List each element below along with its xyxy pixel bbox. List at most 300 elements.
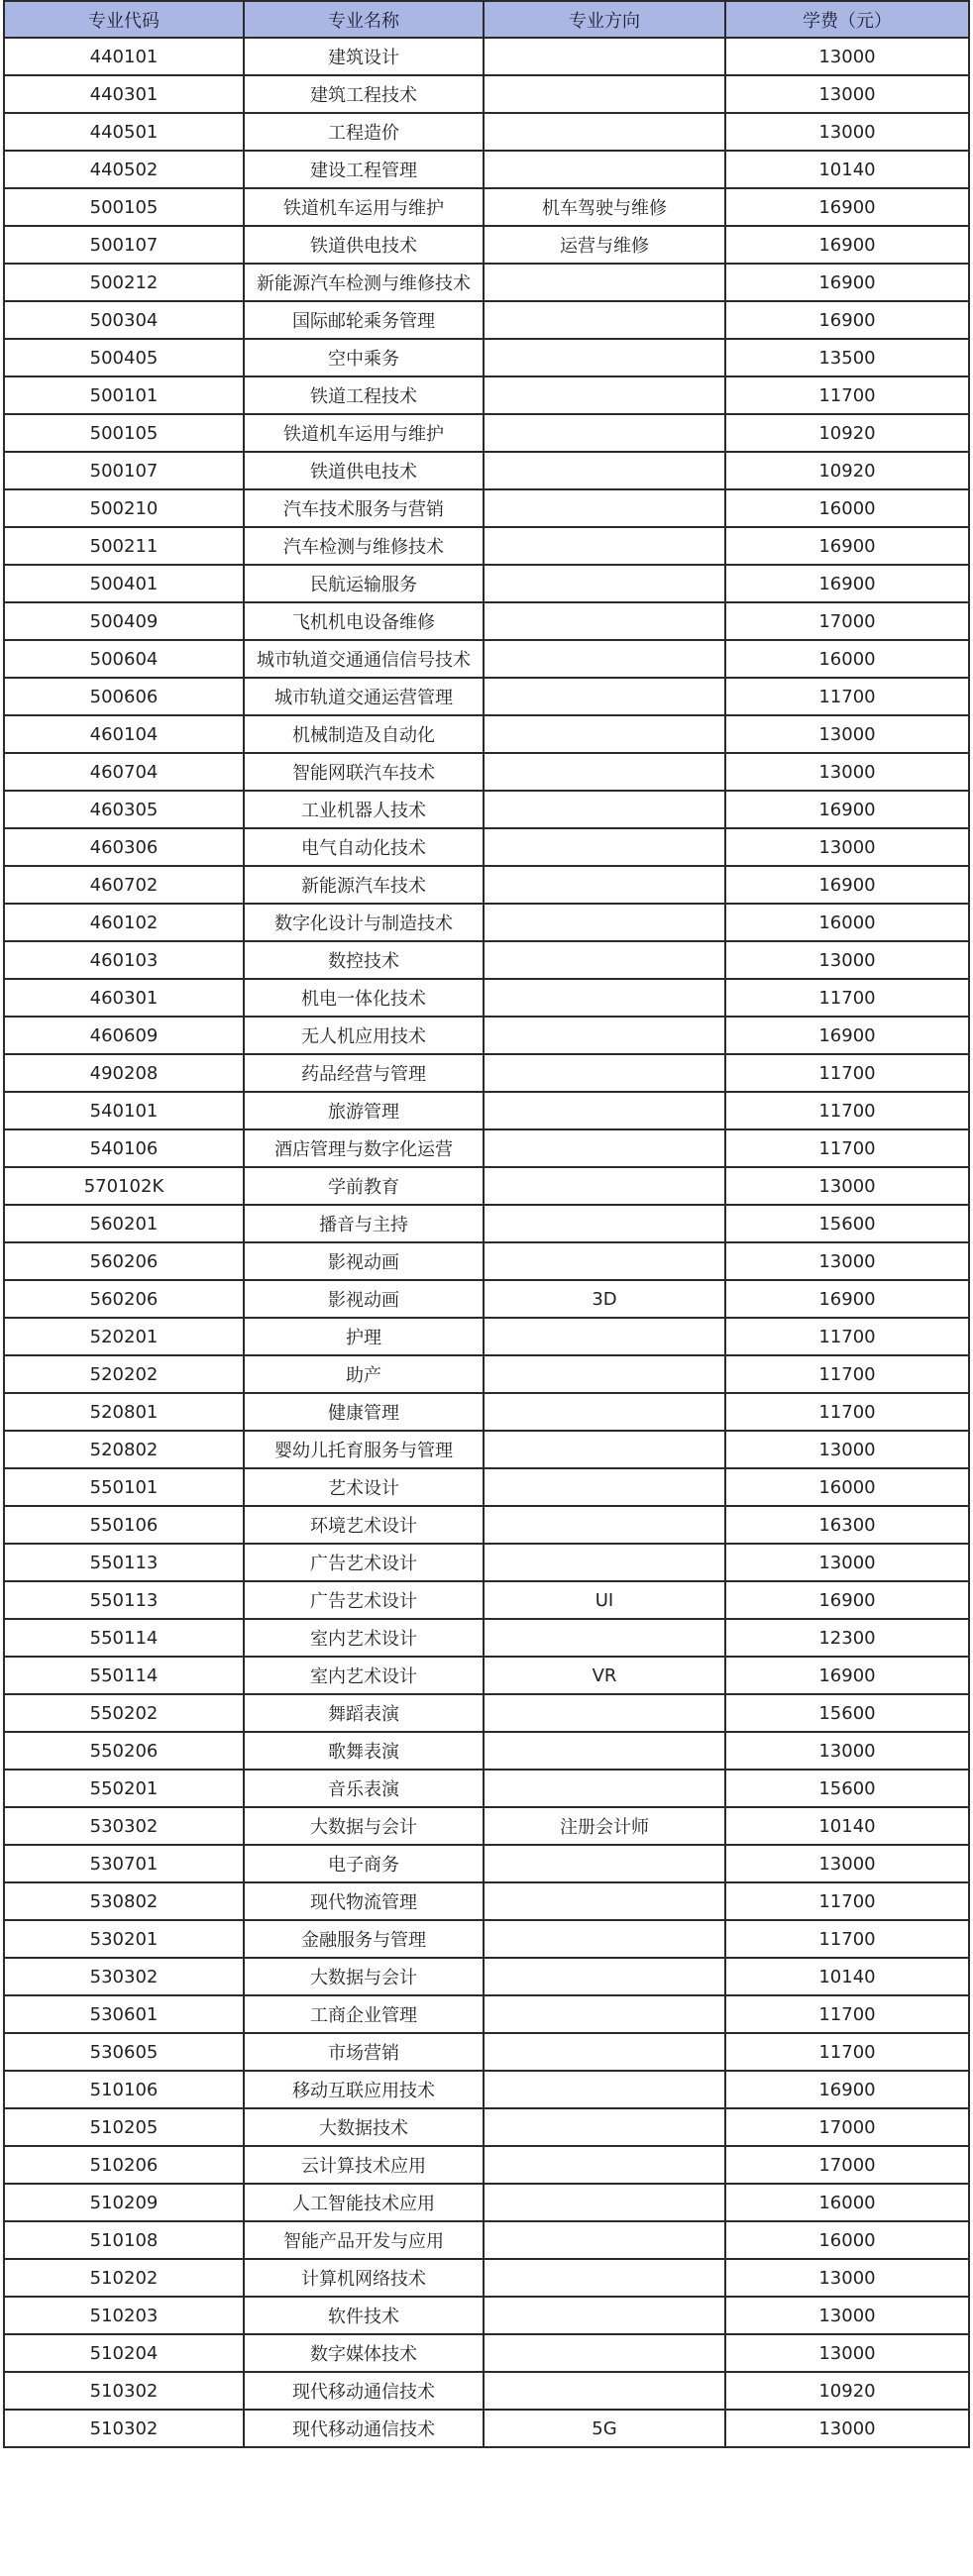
cell-major-code: 510302: [4, 2372, 244, 2410]
cell-major-code: 490208: [4, 1054, 244, 1092]
cell-major-direction: [484, 1732, 725, 1770]
cell-major-direction: [484, 452, 725, 489]
cell-major-name: 影视动画: [244, 1280, 484, 1318]
cell-major-name: 学前教育: [244, 1167, 484, 1205]
cell-major-direction: [484, 1242, 725, 1280]
cell-major-name: 电气自动化技术: [244, 828, 484, 866]
cell-major-code: 440502: [4, 151, 244, 188]
cell-tuition: 16900: [725, 264, 969, 301]
table-row: [4, 113, 969, 151]
cell-tuition: 11700: [725, 376, 969, 414]
cell-major-direction: [484, 2221, 725, 2259]
cell-major-name: 建设工程管理: [244, 151, 484, 188]
table-row: [4, 1431, 969, 1468]
table-row: [4, 2184, 969, 2221]
cell-tuition: 16000: [725, 2184, 969, 2221]
cell-tuition: 11700: [725, 1129, 969, 1167]
cell-major-code: 440101: [4, 38, 244, 75]
cell-tuition: 13000: [725, 1732, 969, 1770]
cell-tuition: 13000: [725, 1845, 969, 1882]
cell-tuition: 16900: [725, 301, 969, 339]
cell-major-code: 460704: [4, 753, 244, 791]
cell-major-direction: [484, 1017, 725, 1054]
cell-major-name: 国际邮轮乘务管理: [244, 301, 484, 339]
cell-major-code: 550113: [4, 1544, 244, 1581]
cell-major-code: 550113: [4, 1581, 244, 1619]
table-row: [4, 2146, 969, 2184]
cell-major-direction: 3D: [484, 1280, 725, 1318]
cell-major-code: 550202: [4, 1694, 244, 1732]
cell-major-direction: [484, 1694, 725, 1732]
cell-tuition: 10920: [725, 414, 969, 452]
header-major-name: 专业名称: [244, 1, 484, 38]
cell-major-name: 计算机网络技术: [244, 2259, 484, 2297]
cell-tuition: 11700: [725, 1995, 969, 2033]
cell-tuition: 11700: [725, 678, 969, 715]
cell-major-direction: [484, 866, 725, 904]
cell-major-code: 550206: [4, 1732, 244, 1770]
cell-major-direction: 运营与维修: [484, 226, 725, 264]
cell-major-name: 新能源汽车检测与维修技术: [244, 264, 484, 301]
table-row: [4, 301, 969, 339]
table-row: [4, 791, 969, 828]
cell-major-code: 520802: [4, 1431, 244, 1468]
cell-major-direction: [484, 1393, 725, 1431]
table-row: [4, 2410, 969, 2447]
cell-major-code: 500210: [4, 489, 244, 527]
cell-major-code: 460609: [4, 1017, 244, 1054]
cell-tuition: 13500: [725, 339, 969, 376]
cell-major-name: 室内艺术设计: [244, 1657, 484, 1694]
cell-major-direction: [484, 828, 725, 866]
cell-major-direction: [484, 1995, 725, 2033]
table-row: [4, 1506, 969, 1544]
table-row: [4, 2372, 969, 2410]
cell-major-code: 460104: [4, 715, 244, 753]
cell-major-direction: [484, 753, 725, 791]
cell-major-code: 500606: [4, 678, 244, 715]
cell-major-name: 新能源汽车技术: [244, 866, 484, 904]
cell-major-name: 工商企业管理: [244, 1995, 484, 2033]
cell-tuition: 13000: [725, 1431, 969, 1468]
cell-major-name: 铁道机车运用与维护: [244, 188, 484, 226]
cell-major-name: 播音与主持: [244, 1205, 484, 1242]
cell-tuition: 16000: [725, 1468, 969, 1506]
table-row: [4, 2108, 969, 2146]
cell-major-direction: [484, 527, 725, 565]
cell-major-direction: [484, 2184, 725, 2221]
table-row: [4, 1054, 969, 1092]
cell-tuition: 16900: [725, 565, 969, 602]
cell-major-code: 510302: [4, 2410, 244, 2447]
cell-major-name: 数字化设计与制造技术: [244, 904, 484, 941]
cell-major-code: 530601: [4, 1995, 244, 2033]
cell-major-code: 440501: [4, 113, 244, 151]
table-row: [4, 2259, 969, 2297]
cell-tuition: 11700: [725, 1355, 969, 1393]
table-row: [4, 1355, 969, 1393]
cell-major-name: 数控技术: [244, 941, 484, 979]
cell-major-name: 数字媒体技术: [244, 2334, 484, 2372]
cell-major-direction: [484, 1054, 725, 1092]
cell-major-name: 智能网联汽车技术: [244, 753, 484, 791]
cell-tuition: 17000: [725, 2146, 969, 2184]
cell-major-code: 550114: [4, 1657, 244, 1694]
cell-tuition: 13000: [725, 75, 969, 113]
cell-major-name: 舞蹈表演: [244, 1694, 484, 1732]
cell-tuition: 13000: [725, 941, 969, 979]
cell-major-name: 城市轨道交通通信信号技术: [244, 640, 484, 678]
cell-major-code: 500212: [4, 264, 244, 301]
cell-major-direction: [484, 678, 725, 715]
table-row: [4, 715, 969, 753]
table-row: [4, 602, 969, 640]
cell-major-direction: VR: [484, 1657, 725, 1694]
table-row: [4, 828, 969, 866]
cell-tuition: 16900: [725, 791, 969, 828]
table-row: [4, 1958, 969, 1995]
cell-major-code: 510202: [4, 2259, 244, 2297]
table-row: [4, 1318, 969, 1355]
cell-major-code: 560206: [4, 1242, 244, 1280]
cell-major-code: 540101: [4, 1092, 244, 1129]
cell-tuition: 17000: [725, 2108, 969, 2146]
table-row: [4, 527, 969, 565]
cell-major-code: 510209: [4, 2184, 244, 2221]
cell-major-code: 510203: [4, 2297, 244, 2334]
cell-major-code: 440301: [4, 75, 244, 113]
cell-major-direction: [484, 301, 725, 339]
cell-tuition: 16900: [725, 1657, 969, 1694]
table-row: [4, 904, 969, 941]
table-row: [4, 866, 969, 904]
cell-major-code: 500401: [4, 565, 244, 602]
cell-major-name: 现代移动通信技术: [244, 2372, 484, 2410]
table-row: [4, 1694, 969, 1732]
cell-major-direction: [484, 113, 725, 151]
table-row: [4, 414, 969, 452]
table-row: [4, 1807, 969, 1845]
cell-tuition: 11700: [725, 1882, 969, 1920]
cell-major-code: 460102: [4, 904, 244, 941]
cell-tuition: 15600: [725, 1770, 969, 1807]
cell-tuition: 13000: [725, 2297, 969, 2334]
header-tuition: 学费（元）: [725, 1, 969, 38]
cell-tuition: 15600: [725, 1694, 969, 1732]
cell-major-name: 建筑设计: [244, 38, 484, 75]
header-row: [4, 1, 969, 38]
cell-major-name: 大数据与会计: [244, 1807, 484, 1845]
table-row: [4, 1882, 969, 1920]
cell-major-name: 酒店管理与数字化运营: [244, 1129, 484, 1167]
cell-major-name: 铁道供电技术: [244, 226, 484, 264]
cell-major-code: 540106: [4, 1129, 244, 1167]
cell-tuition: 13000: [725, 828, 969, 866]
cell-major-name: 人工智能技术应用: [244, 2184, 484, 2221]
cell-tuition: 13000: [725, 2334, 969, 2372]
table-row: [4, 1468, 969, 1506]
table-row: [4, 2334, 969, 2372]
cell-major-code: 530701: [4, 1845, 244, 1882]
table-row: [4, 1845, 969, 1882]
cell-major-code: 530302: [4, 1807, 244, 1845]
cell-major-direction: [484, 2146, 725, 2184]
cell-tuition: 11700: [725, 2033, 969, 2071]
cell-major-code: 570102K: [4, 1167, 244, 1205]
cell-major-direction: [484, 1129, 725, 1167]
cell-major-direction: [484, 376, 725, 414]
cell-major-name: 飞机机电设备维修: [244, 602, 484, 640]
table-row: [4, 489, 969, 527]
cell-major-direction: 注册会计师: [484, 1807, 725, 1845]
cell-major-direction: [484, 1468, 725, 1506]
table-row: [4, 565, 969, 602]
cell-tuition: 13000: [725, 38, 969, 75]
cell-major-direction: [484, 2334, 725, 2372]
cell-major-code: 530605: [4, 2033, 244, 2071]
cell-major-code: 560206: [4, 1280, 244, 1318]
cell-major-code: 510206: [4, 2146, 244, 2184]
table-row: [4, 2221, 969, 2259]
cell-major-name: 市场营销: [244, 2033, 484, 2071]
cell-major-direction: [484, 715, 725, 753]
cell-major-name: 药品经营与管理: [244, 1054, 484, 1092]
table-row: [4, 1995, 969, 2033]
cell-major-name: 机电一体化技术: [244, 979, 484, 1017]
cell-tuition: 11700: [725, 979, 969, 1017]
cell-major-name: 歌舞表演: [244, 1732, 484, 1770]
table-row: [4, 1581, 969, 1619]
cell-major-direction: [484, 1318, 725, 1355]
cell-major-code: 550106: [4, 1506, 244, 1544]
cell-major-name: 广告艺术设计: [244, 1544, 484, 1581]
cell-major-name: 智能产品开发与应用: [244, 2221, 484, 2259]
cell-major-code: 460301: [4, 979, 244, 1017]
cell-major-direction: [484, 1619, 725, 1657]
cell-major-direction: [484, 264, 725, 301]
cell-major-name: 现代移动通信技术: [244, 2410, 484, 2447]
table-row: [4, 1092, 969, 1129]
cell-major-name: 护理: [244, 1318, 484, 1355]
cell-major-direction: [484, 941, 725, 979]
cell-major-name: 环境艺术设计: [244, 1506, 484, 1544]
cell-major-name: 汽车技术服务与营销: [244, 489, 484, 527]
cell-major-direction: [484, 1167, 725, 1205]
cell-major-code: 500107: [4, 452, 244, 489]
cell-major-direction: [484, 2297, 725, 2334]
table-row: [4, 1205, 969, 1242]
cell-tuition: 16900: [725, 2071, 969, 2108]
cell-major-name: 音乐表演: [244, 1770, 484, 1807]
cell-major-direction: [484, 1958, 725, 1995]
cell-major-name: 机械制造及自动化: [244, 715, 484, 753]
cell-major-code: 510205: [4, 2108, 244, 2146]
cell-tuition: 13000: [725, 2259, 969, 2297]
cell-major-direction: [484, 1205, 725, 1242]
tuition-table: [3, 0, 970, 2448]
cell-major-code: 560201: [4, 1205, 244, 1242]
cell-major-name: 铁道供电技术: [244, 452, 484, 489]
table-row: [4, 2033, 969, 2071]
table-row: [4, 1544, 969, 1581]
cell-major-direction: [484, 565, 725, 602]
cell-major-direction: UI: [484, 1581, 725, 1619]
table-row: [4, 1732, 969, 1770]
cell-major-code: 460103: [4, 941, 244, 979]
cell-major-direction: [484, 1882, 725, 1920]
cell-major-direction: 5G: [484, 2410, 725, 2447]
cell-major-direction: [484, 489, 725, 527]
cell-major-code: 460305: [4, 791, 244, 828]
cell-tuition: 10920: [725, 2372, 969, 2410]
cell-major-name: 铁道工程技术: [244, 376, 484, 414]
cell-major-code: 520202: [4, 1355, 244, 1393]
cell-major-direction: [484, 2108, 725, 2146]
cell-major-code: 500107: [4, 226, 244, 264]
table-row: [4, 678, 969, 715]
table-row: [4, 1770, 969, 1807]
table-row: [4, 1920, 969, 1958]
cell-major-direction: [484, 904, 725, 941]
cell-tuition: 12300: [725, 1619, 969, 1657]
table-row: [4, 188, 969, 226]
cell-tuition: 16900: [725, 527, 969, 565]
cell-major-direction: [484, 791, 725, 828]
cell-tuition: 13000: [725, 715, 969, 753]
cell-major-direction: [484, 979, 725, 1017]
table-row: [4, 2071, 969, 2108]
cell-tuition: 16000: [725, 2221, 969, 2259]
table-row: [4, 941, 969, 979]
cell-major-name: 金融服务与管理: [244, 1920, 484, 1958]
cell-tuition: 16900: [725, 188, 969, 226]
cell-tuition: 11700: [725, 1092, 969, 1129]
cell-tuition: 16900: [725, 226, 969, 264]
cell-major-direction: [484, 38, 725, 75]
table-row: [4, 1657, 969, 1694]
cell-tuition: 13000: [725, 113, 969, 151]
cell-major-direction: [484, 602, 725, 640]
cell-tuition: 16000: [725, 489, 969, 527]
cell-major-code: 500105: [4, 414, 244, 452]
cell-major-code: 550201: [4, 1770, 244, 1807]
cell-tuition: 16900: [725, 1280, 969, 1318]
cell-major-direction: [484, 75, 725, 113]
table-row: [4, 2297, 969, 2334]
cell-major-name: 旅游管理: [244, 1092, 484, 1129]
cell-major-direction: [484, 1544, 725, 1581]
cell-major-name: 艺术设计: [244, 1468, 484, 1506]
cell-major-code: 510108: [4, 2221, 244, 2259]
cell-major-code: 500105: [4, 188, 244, 226]
cell-major-name: 无人机应用技术: [244, 1017, 484, 1054]
cell-major-code: 550101: [4, 1468, 244, 1506]
cell-major-code: 550114: [4, 1619, 244, 1657]
cell-major-direction: [484, 339, 725, 376]
table-row: [4, 151, 969, 188]
cell-tuition: 15600: [725, 1205, 969, 1242]
cell-major-name: 广告艺术设计: [244, 1581, 484, 1619]
table-row: [4, 452, 969, 489]
cell-major-code: 500101: [4, 376, 244, 414]
cell-major-code: 500304: [4, 301, 244, 339]
cell-major-code: 510204: [4, 2334, 244, 2372]
cell-tuition: 11700: [725, 1920, 969, 1958]
cell-tuition: 10140: [725, 1958, 969, 1995]
cell-tuition: 11700: [725, 1318, 969, 1355]
cell-tuition: 10140: [725, 1807, 969, 1845]
cell-major-name: 软件技术: [244, 2297, 484, 2334]
table-row: [4, 979, 969, 1017]
cell-major-name: 健康管理: [244, 1393, 484, 1431]
cell-tuition: 13000: [725, 1242, 969, 1280]
cell-major-name: 移动互联应用技术: [244, 2071, 484, 2108]
cell-major-direction: [484, 1920, 725, 1958]
cell-major-name: 助产: [244, 1355, 484, 1393]
cell-tuition: 10920: [725, 452, 969, 489]
cell-major-name: 空中乘务: [244, 339, 484, 376]
cell-major-direction: [484, 640, 725, 678]
cell-major-name: 影视动画: [244, 1242, 484, 1280]
table-row: [4, 1242, 969, 1280]
cell-major-code: 510106: [4, 2071, 244, 2108]
cell-tuition: 16900: [725, 866, 969, 904]
cell-major-code: 500409: [4, 602, 244, 640]
table-row: [4, 1393, 969, 1431]
cell-major-code: 500405: [4, 339, 244, 376]
cell-major-name: 铁道机车运用与维护: [244, 414, 484, 452]
table-row: [4, 226, 969, 264]
cell-major-name: 民航运输服务: [244, 565, 484, 602]
cell-major-code: 500211: [4, 527, 244, 565]
table-row: [4, 75, 969, 113]
cell-tuition: 17000: [725, 602, 969, 640]
table-row: [4, 640, 969, 678]
table-row: [4, 1619, 969, 1657]
cell-major-name: 建筑工程技术: [244, 75, 484, 113]
table-row: [4, 339, 969, 376]
cell-major-direction: [484, 414, 725, 452]
table-row: [4, 1129, 969, 1167]
cell-major-direction: [484, 1431, 725, 1468]
cell-major-name: 工业机器人技术: [244, 791, 484, 828]
cell-major-code: 520201: [4, 1318, 244, 1355]
header-major-direction: 专业方向: [484, 1, 725, 38]
cell-major-name: 电子商务: [244, 1845, 484, 1882]
cell-tuition: 13000: [725, 1167, 969, 1205]
cell-major-name: 室内艺术设计: [244, 1619, 484, 1657]
cell-tuition: 13000: [725, 1544, 969, 1581]
cell-tuition: 16000: [725, 640, 969, 678]
cell-major-direction: [484, 2372, 725, 2410]
header-major-code: 专业代码: [4, 1, 244, 38]
cell-tuition: 16000: [725, 904, 969, 941]
cell-tuition: 13000: [725, 753, 969, 791]
cell-major-code: 530201: [4, 1920, 244, 1958]
table-row: [4, 376, 969, 414]
cell-major-direction: [484, 1770, 725, 1807]
cell-major-name: 婴幼儿托育服务与管理: [244, 1431, 484, 1468]
cell-major-direction: [484, 1092, 725, 1129]
cell-tuition: 13000: [725, 2410, 969, 2447]
cell-major-code: 500604: [4, 640, 244, 678]
cell-major-name: 大数据与会计: [244, 1958, 484, 1995]
cell-tuition: 16900: [725, 1581, 969, 1619]
cell-major-direction: [484, 151, 725, 188]
cell-major-code: 520801: [4, 1393, 244, 1431]
cell-major-direction: [484, 2259, 725, 2297]
cell-major-name: 大数据技术: [244, 2108, 484, 2146]
